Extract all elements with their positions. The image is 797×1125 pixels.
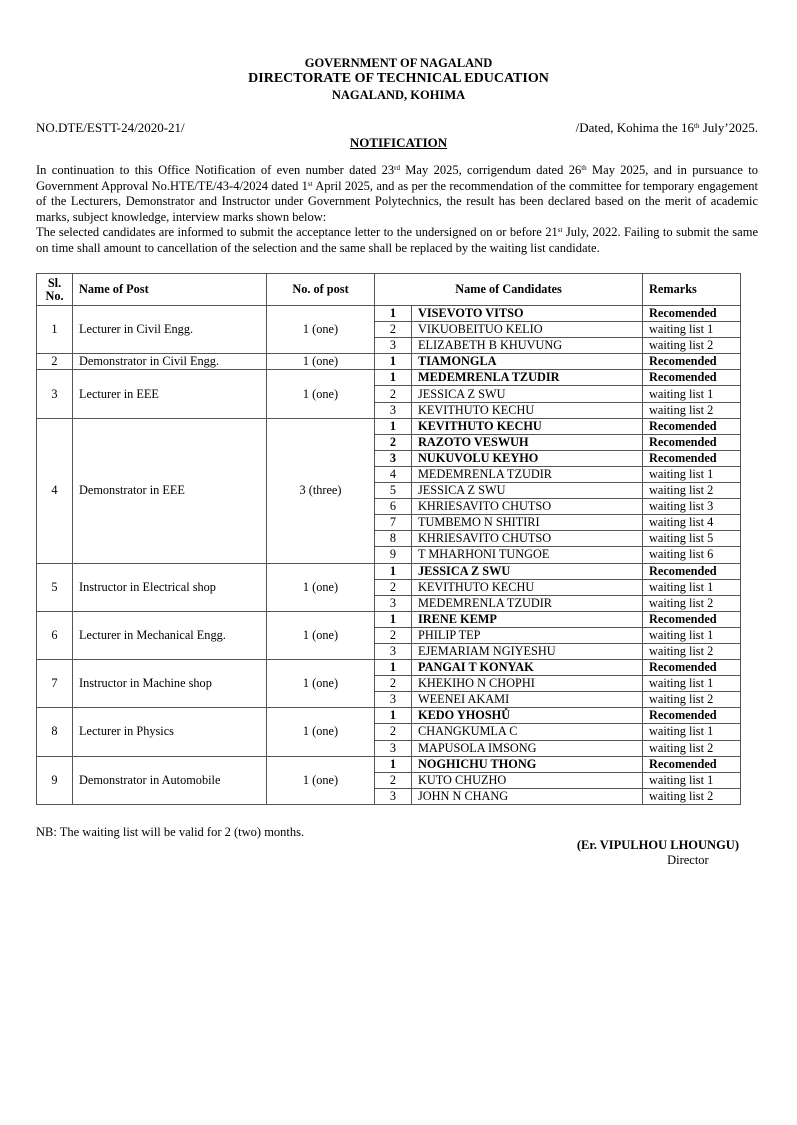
row-post-count: 3 (three) <box>267 418 375 563</box>
candidate-name: T MHARHONI TUNGOE <box>412 547 643 563</box>
candidate-name: ELIZABETH B KHUVUNG <box>412 338 643 354</box>
note-waiting-list: NB: The waiting list will be valid for 2 (two) months. <box>36 825 305 839</box>
candidate-remark: waiting list 2 <box>643 402 741 418</box>
candidate-rank: 2 <box>375 322 412 338</box>
row-sl-no: 9 <box>37 756 73 804</box>
candidate-name: PANGAI T KONYAK <box>412 660 643 676</box>
candidate-rank: 2 <box>375 772 412 788</box>
candidate-remark: Recomended <box>643 660 741 676</box>
table-row <box>37 756 741 772</box>
row-sl-no: 2 <box>37 354 73 370</box>
candidate-name: PHILIP TEP <box>412 627 643 643</box>
candidate-name: JESSICA Z SWU <box>412 563 643 579</box>
candidate-remark: Recomended <box>643 611 741 627</box>
row-post-name: Lecturer in Civil Engg. <box>73 306 267 354</box>
candidate-name: VIKUOBEITUO KELIO <box>412 322 643 338</box>
candidate-remark: waiting list 1 <box>643 386 741 402</box>
candidate-remark: waiting list 5 <box>643 531 741 547</box>
table-row <box>37 563 741 579</box>
body-paragraph-2: The selected candidates are informed to submit the acceptance letter to the undersigned on or before 21st July, 2022. Failing to submit the same on time shall amount to cancellation of the selection and the same shall be replaced by the waiting list candidate. <box>36 225 758 255</box>
candidate-remark: waiting list 2 <box>643 788 741 804</box>
candidate-remark: Recomended <box>643 450 741 466</box>
table-header-row <box>37 274 741 306</box>
candidate-rank: 1 <box>375 660 412 676</box>
candidate-remark: waiting list 1 <box>643 627 741 643</box>
candidate-remark: waiting list 2 <box>643 643 741 659</box>
candidate-rank: 6 <box>375 499 412 515</box>
candidate-remark: waiting list 1 <box>643 579 741 595</box>
header-post: Name of Post <box>73 274 267 306</box>
row-sl-no: 4 <box>37 418 73 563</box>
candidate-remark: Recomended <box>643 708 741 724</box>
header-remarks: Remarks <box>643 274 741 306</box>
table-row <box>37 611 741 627</box>
candidate-name: JOHN N CHANG <box>412 788 643 804</box>
candidate-rank: 3 <box>375 595 412 611</box>
candidate-remark: Recomended <box>643 306 741 322</box>
candidate-rank: 8 <box>375 531 412 547</box>
candidate-rank: 1 <box>375 306 412 322</box>
row-post-name: Lecturer in EEE <box>73 370 267 418</box>
candidate-rank: 9 <box>375 547 412 563</box>
candidate-name: RAZOTO VESWUH <box>412 434 643 450</box>
candidate-rank: 1 <box>375 354 412 370</box>
header-location: NAGALAND, KOHIMA <box>331 88 466 102</box>
candidate-rank: 3 <box>375 692 412 708</box>
row-sl-no: 3 <box>37 370 73 418</box>
candidate-name: KEVITHUTO KECHU <box>412 418 643 434</box>
candidate-remark: waiting list 2 <box>643 595 741 611</box>
reference-date: /Dated, Kohima the 16th July’2025. <box>575 120 758 135</box>
candidate-rank: 3 <box>375 788 412 804</box>
header-government: GOVERNMENT OF NAGALAND <box>304 56 493 70</box>
candidate-rank: 3 <box>375 402 412 418</box>
candidate-name: KEDO YHOSHŮ <box>412 708 643 724</box>
candidate-name: NOGHICHU THONG <box>412 756 643 772</box>
row-sl-no: 6 <box>37 611 73 659</box>
candidate-name: TUMBEMO N SHITIRI <box>412 515 643 531</box>
table-row <box>37 708 741 724</box>
candidate-name: KUTO CHUZHO <box>412 772 643 788</box>
candidate-rank: 2 <box>375 676 412 692</box>
notification-title: NOTIFICATION <box>349 135 448 150</box>
signatory-name: (Er. VIPULHOU LHOUNGU) <box>576 838 739 852</box>
candidate-name: VISEVOTO VITSO <box>412 306 643 322</box>
candidate-rank: 7 <box>375 515 412 531</box>
candidate-name: EJEMARIAM NGIYESHU <box>412 643 643 659</box>
row-post-count: 1 (one) <box>267 708 375 756</box>
candidate-name: MEDEMRENLA TZUDIR <box>412 370 643 386</box>
row-post-name: Lecturer in Mechanical Engg. <box>73 611 267 659</box>
header-count: No. of post <box>267 274 375 306</box>
candidate-rank: 3 <box>375 450 412 466</box>
reference-number: NO.DTE/ESTT-24/2020-21/ <box>36 120 185 135</box>
candidate-remark: waiting list 2 <box>643 483 741 499</box>
candidate-name: CHANGKUMLA C <box>412 724 643 740</box>
candidate-rank: 2 <box>375 386 412 402</box>
candidate-name: MEDEMRENLA TZUDIR <box>412 466 643 482</box>
candidate-remark: Recomended <box>643 434 741 450</box>
header-directorate: DIRECTORATE OF TECHNICAL EDUCATION <box>248 71 549 86</box>
candidate-name: KHRIESAVITO CHUTSO <box>412 499 643 515</box>
candidate-remark: Recomended <box>643 563 741 579</box>
signature-block <box>577 838 739 868</box>
candidate-rank: 2 <box>375 627 412 643</box>
candidate-rank: 2 <box>375 724 412 740</box>
candidate-remark: waiting list 2 <box>643 692 741 708</box>
candidate-name: KHEKIHO N CHOPHI <box>412 676 643 692</box>
candidate-remark: Recomended <box>643 354 741 370</box>
candidate-rank: 3 <box>375 740 412 756</box>
candidate-rank: 1 <box>375 563 412 579</box>
candidate-name: KEVITHUTO KECHU <box>412 402 643 418</box>
header-sl-no: Sl. No. <box>37 274 73 306</box>
header-candidates: Name of Candidates <box>375 274 643 306</box>
row-post-name: Lecturer in Physics <box>73 708 267 756</box>
row-post-name: Demonstrator in EEE <box>73 418 267 563</box>
candidate-name: KEVITHUTO KECHU <box>412 579 643 595</box>
results-table <box>36 273 741 805</box>
table-row <box>37 660 741 676</box>
row-post-count: 1 (one) <box>267 370 375 418</box>
candidate-rank: 4 <box>375 466 412 482</box>
candidate-name: MAPUSOLA IMSONG <box>412 740 643 756</box>
candidate-rank: 1 <box>375 756 412 772</box>
row-sl-no: 5 <box>37 563 73 611</box>
row-sl-no: 7 <box>37 660 73 708</box>
candidate-rank: 1 <box>375 611 412 627</box>
row-post-count: 1 (one) <box>267 563 375 611</box>
candidate-rank: 2 <box>375 434 412 450</box>
row-post-name: Instructor in Electrical shop <box>73 563 267 611</box>
candidate-name: MEDEMRENLA TZUDIR <box>412 595 643 611</box>
candidate-remark: Recomended <box>643 370 741 386</box>
candidate-name: WEENEI AKAMI <box>412 692 643 708</box>
candidate-name: JESSICA Z SWU <box>412 386 643 402</box>
notification-body <box>36 163 758 257</box>
table-row <box>37 370 741 386</box>
row-post-count: 1 (one) <box>267 306 375 354</box>
candidate-rank: 5 <box>375 483 412 499</box>
signatory-designation: Director <box>667 853 709 867</box>
row-post-name: Demonstrator in Civil Engg. <box>73 354 267 370</box>
row-post-count: 1 (one) <box>267 611 375 659</box>
candidate-remark: waiting list 1 <box>643 724 741 740</box>
row-post-count: 1 (one) <box>267 756 375 804</box>
row-post-count: 1 (one) <box>267 354 375 370</box>
candidate-remark: waiting list 1 <box>643 466 741 482</box>
candidate-rank: 1 <box>375 708 412 724</box>
table-row <box>37 306 741 322</box>
candidate-name: KHRIESAVITO CHUTSO <box>412 531 643 547</box>
table-row <box>37 354 741 370</box>
candidate-rank: 2 <box>375 579 412 595</box>
reference-line <box>36 120 758 136</box>
row-sl-no: 1 <box>37 306 73 354</box>
candidate-name: IRENE KEMP <box>412 611 643 627</box>
candidate-rank: 1 <box>375 418 412 434</box>
candidate-name: TIAMONGLA <box>412 354 643 370</box>
row-sl-no: 8 <box>37 708 73 756</box>
candidate-rank: 3 <box>375 643 412 659</box>
candidate-remark: waiting list 1 <box>643 772 741 788</box>
row-post-count: 1 (one) <box>267 660 375 708</box>
row-post-name: Demonstrator in Automobile <box>73 756 267 804</box>
candidate-remark: waiting list 2 <box>643 338 741 354</box>
candidate-remark: Recomended <box>643 418 741 434</box>
candidate-remark: Recomended <box>643 756 741 772</box>
body-paragraph-1: In continuation to this Office Notification of even number dated 23rd May 2025, corrigendum dated 26th May 2025, and in pursuance to Government Approval No.HTE/TE/43-4/2024 dated 1st April 2025, and as per the recommendation of the committee for temporary engagement of the Lecturers, Demonstrator and Instructor under Government Polytechnics, the result has been declared based on the merit of academic marks, subject knowledge, interview marks shown below: <box>36 163 759 224</box>
row-post-name: Instructor in Machine shop <box>73 660 267 708</box>
candidate-remark: waiting list 4 <box>643 515 741 531</box>
candidate-remark: waiting list 1 <box>643 676 741 692</box>
candidate-remark: waiting list 3 <box>643 499 741 515</box>
candidate-rank: 1 <box>375 370 412 386</box>
candidate-name: NUKUVOLU KEYHO <box>412 450 643 466</box>
candidate-rank: 3 <box>375 338 412 354</box>
table-row <box>37 418 741 434</box>
candidate-remark: waiting list 6 <box>643 547 741 563</box>
candidate-remark: waiting list 1 <box>643 322 741 338</box>
candidate-name: JESSICA Z SWU <box>412 483 643 499</box>
candidate-remark: waiting list 2 <box>643 740 741 756</box>
